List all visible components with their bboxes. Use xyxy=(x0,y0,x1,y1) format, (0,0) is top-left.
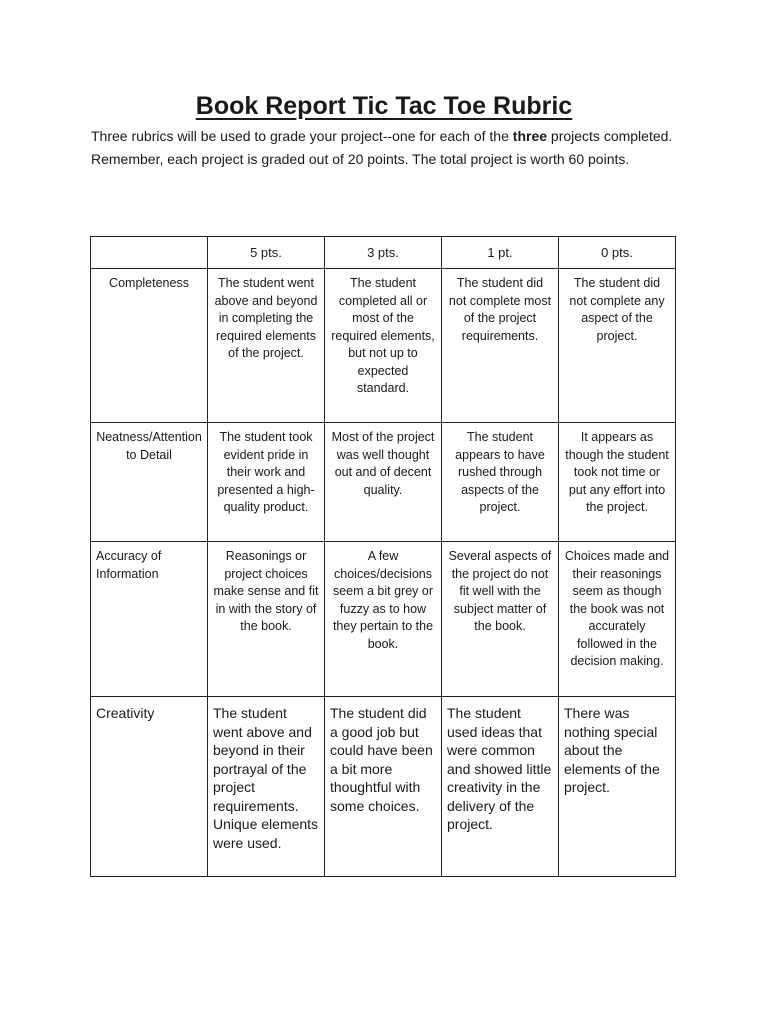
table-row xyxy=(91,542,676,697)
table-cell: Most of the project was well thought out and of decent quality. xyxy=(325,423,442,542)
header-cell-3-pts: 3 pts. xyxy=(325,237,442,269)
rubric-table xyxy=(90,236,676,877)
page-title: Book Report Tic Tac Toe Rubric xyxy=(195,92,573,120)
intro-text-before: Three rubrics will be used to grade your project--one for each of the xyxy=(91,128,513,144)
table-cell: A few choices/decisions seem a bit grey or fuzzy as to how they pertain to the book. xyxy=(325,542,442,697)
header-cell-1-pt: 1 pt. xyxy=(442,237,559,269)
table-cell: The student used ideas that were common and showed little creativity in the delivery of the project. xyxy=(442,697,559,877)
header-cell-criterion xyxy=(91,237,208,269)
table-cell: There was nothing special about the elements of the project. xyxy=(559,697,676,877)
table-row xyxy=(91,269,676,423)
header-cell-5-pts: 5 pts. xyxy=(208,237,325,269)
table-cell: Choices made and their reasonings seem as though the book was not accurately followed in the decision making. xyxy=(559,542,676,697)
table-cell: Several aspects of the project do not fit well with the subject matter of the book. xyxy=(442,542,559,697)
criterion-completeness: Completeness xyxy=(91,269,208,423)
table-cell: The student did not complete any aspect of the project. xyxy=(559,269,676,423)
table-cell: The student went above and beyond in their portrayal of the project requirements. Unique elements were used. xyxy=(208,697,325,877)
criterion-creativity: Creativity xyxy=(91,697,208,877)
table-cell: The student took evident pride in their work and presented a high-quality product. xyxy=(208,423,325,542)
intro-text-after: projects completed. Remember, each project is graded out of 20 points. The total project is worth 60 points. xyxy=(91,128,673,167)
table-cell: The student did not complete most of the project requirements. xyxy=(442,269,559,423)
table-cell: The student went above and beyond in completing the required elements of the project. xyxy=(208,269,325,423)
header-row xyxy=(91,237,676,269)
table-cell: It appears as though the student took not time or put any effort into the project. xyxy=(559,423,676,542)
table-cell: Reasonings or project choices make sense and fit in with the story of the book. xyxy=(208,542,325,697)
table-cell: The student did a good job but could have been a bit more thoughtful with some choices. xyxy=(325,697,442,877)
table-row xyxy=(91,423,676,542)
table-row xyxy=(91,697,676,877)
table-cell: The student completed all or most of the required elements, but not up to expected standard. xyxy=(325,269,442,423)
intro-text-bold: three xyxy=(512,128,548,144)
criterion-neatness: Neatness/Attention to Detail xyxy=(91,423,208,542)
criterion-accuracy: Accuracy of Information xyxy=(91,542,208,697)
header-cell-0-pts: 0 pts. xyxy=(559,237,676,269)
table-cell: The student appears to have rushed through aspects of the project. xyxy=(442,423,559,542)
intro-paragraph xyxy=(91,125,681,171)
